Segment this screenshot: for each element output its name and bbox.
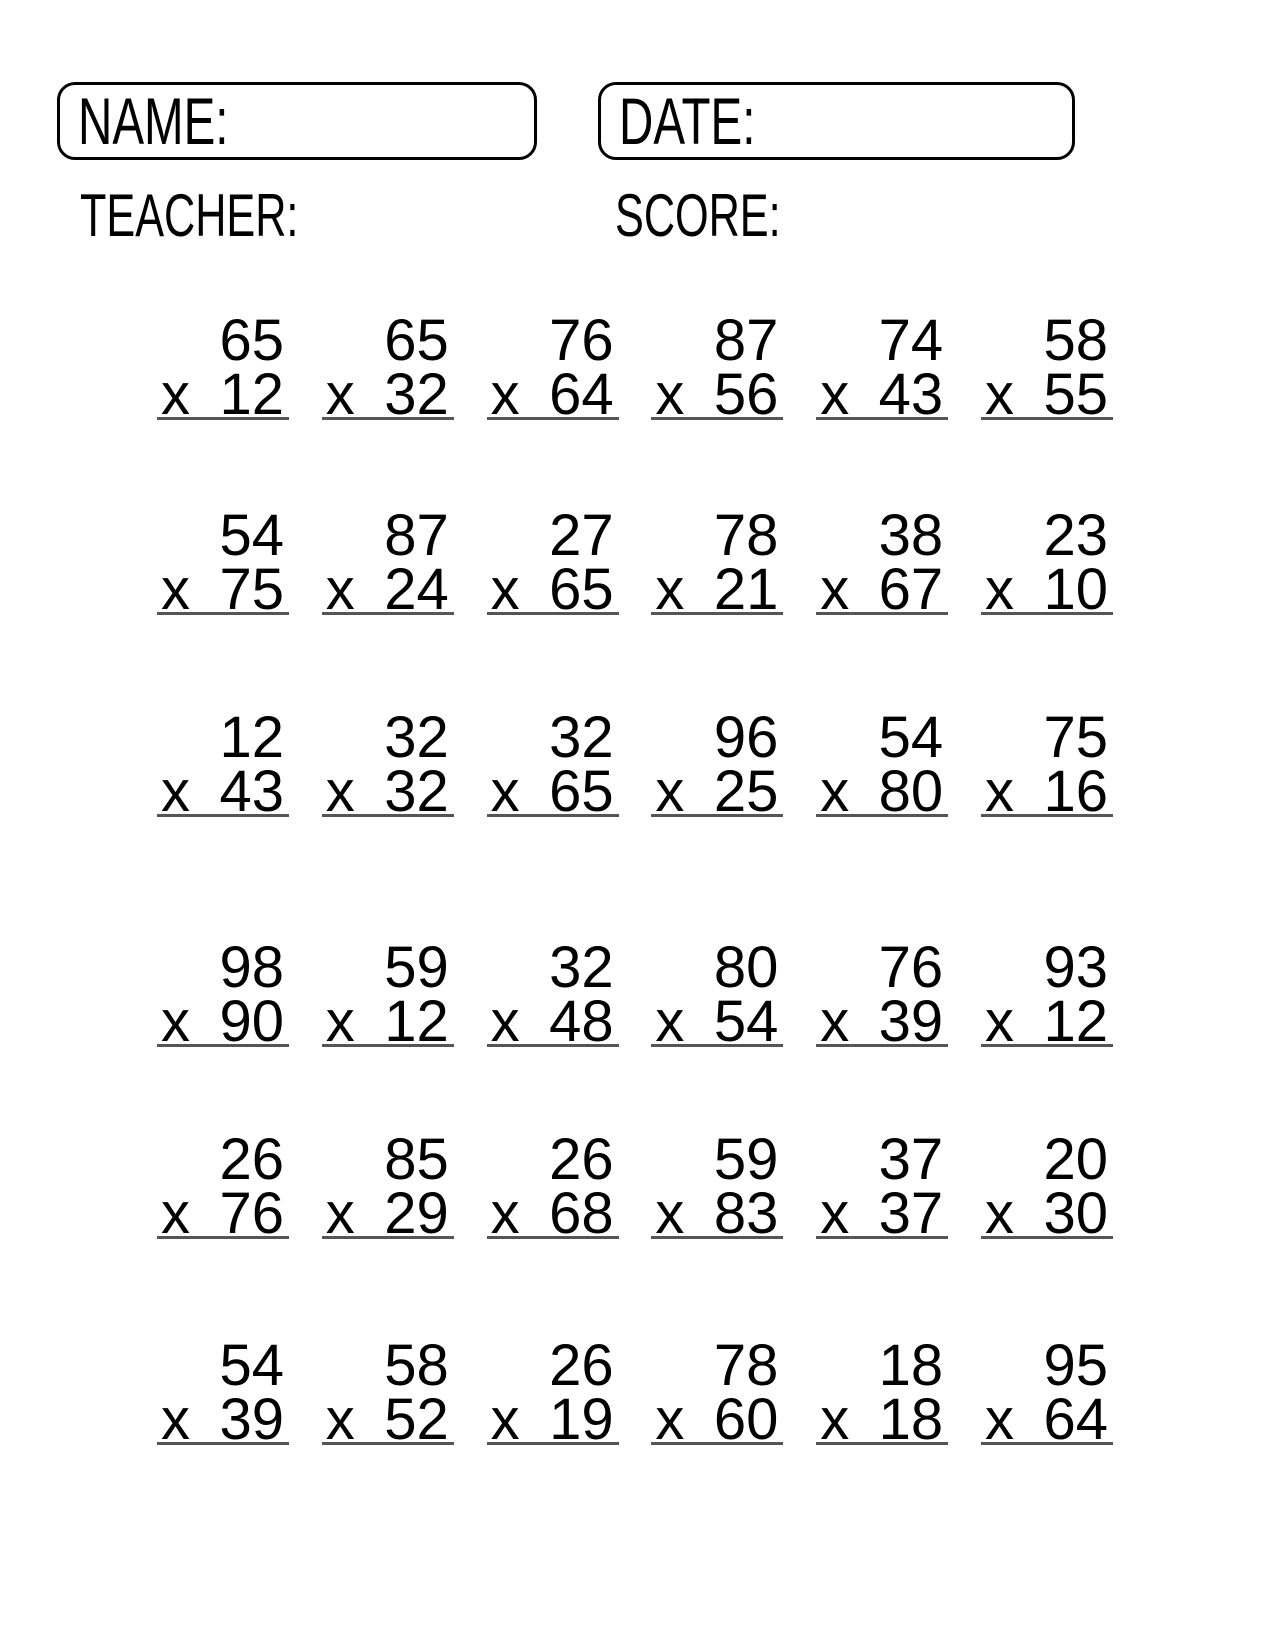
multiplier: 75 [219,557,284,622]
multiplication-problem [981,935,1113,1054]
multiply-operator: x [655,989,685,1054]
multiply-operator: x [325,759,355,824]
multiply-operator: x [655,1181,685,1246]
problem-bottom-line [322,1387,454,1452]
multiplier: 39 [219,1387,284,1452]
multiplier: 67 [878,557,944,622]
multiplier: 39 [878,989,944,1054]
problem-bottom-line [816,362,948,427]
multiply-operator: x [820,989,850,1054]
multiply-operator: x [490,1387,520,1452]
problem-bottom-line [816,557,948,622]
multiplication-problem [157,308,289,427]
multiplication-problem [322,503,454,622]
multiplication-problem [157,935,289,1054]
multiplication-problem [816,705,948,824]
multiplier: 24 [384,557,449,622]
multiplication-problem [322,935,454,1054]
problem-bottom-line [816,1387,948,1452]
multiplicand: 87 [384,503,449,568]
multiplication-problem [322,1127,454,1246]
multiplicand: 76 [878,935,944,1000]
multiplicand: 32 [384,705,449,770]
problem-bottom-line [157,362,289,427]
multiplier: 12 [219,362,284,427]
score-label: SCORE: [615,182,781,249]
multiplication-problem [487,935,619,1054]
multiplier: 60 [713,1387,779,1452]
multiply-operator: x [490,989,520,1054]
multiplier: 21 [713,557,779,622]
multiplier: 64 [1043,1387,1108,1452]
problem-bottom-line [157,759,289,824]
multiplicand: 23 [1043,503,1108,568]
problem-bottom-line [981,1181,1113,1246]
multiplier: 32 [384,759,449,824]
problem-row [157,503,1113,622]
problem-bottom-line [651,1387,783,1452]
multiply-operator: x [325,1181,355,1246]
multiplicand: 78 [713,1333,779,1398]
multiplier: 29 [384,1181,449,1246]
multiplication-problem [981,308,1113,427]
multiplicand: 80 [713,935,779,1000]
multiplication-problem [157,1333,289,1452]
multiplicand: 26 [219,1127,284,1192]
problem-bottom-line [651,557,783,622]
problem-bottom-line [487,1387,619,1452]
multiply-operator: x [655,759,685,824]
multiply-operator: x [984,1181,1014,1246]
problem-bottom-line [487,989,619,1054]
problem-bottom-line [816,759,948,824]
multiply-operator: x [655,1387,685,1452]
multiplier: 18 [878,1387,944,1452]
multiplier: 68 [549,1181,614,1246]
multiplicand: 59 [713,1127,779,1192]
problem-bottom-line [322,759,454,824]
problem-bottom-line [157,989,289,1054]
multiply-operator: x [161,989,190,1054]
multiplication-problem [322,705,454,824]
multiplier: 55 [1043,362,1108,427]
multiplicand: 65 [219,308,284,373]
multiplier: 16 [1043,759,1108,824]
multiplication-problem [816,503,948,622]
multiplicand: 32 [549,935,614,1000]
multiply-operator: x [161,1387,190,1452]
problem-bottom-line [651,759,783,824]
multiply-operator: x [820,1387,850,1452]
multiplier: 65 [549,759,614,824]
multiply-operator: x [984,989,1014,1054]
multiplier: 12 [1043,989,1108,1054]
multiply-operator: x [161,1181,190,1246]
multiplication-problem [487,503,619,622]
multiply-operator: x [820,557,850,622]
multiplicand: 87 [713,308,779,373]
multiplication-problem [487,705,619,824]
multiplier: 32 [384,362,449,427]
multiplicand: 27 [549,503,614,568]
multiplicand: 65 [384,308,449,373]
problem-bottom-line [157,1387,289,1452]
problem-bottom-line [651,989,783,1054]
multiplication-problem [651,705,783,824]
problem-bottom-line [322,557,454,622]
multiplication-problem [322,308,454,427]
multiplicand: 58 [384,1333,449,1398]
multiplication-problem [651,1333,783,1452]
multiply-operator: x [984,759,1014,824]
multiplicand: 76 [549,308,614,373]
multiply-operator: x [655,557,685,622]
multiplication-problem [981,1333,1113,1452]
multiplication-problem [651,935,783,1054]
multiply-operator: x [325,1387,355,1452]
multiply-operator: x [655,362,685,427]
multiplication-problem [651,503,783,622]
multiply-operator: x [325,989,355,1054]
multiplicand: 54 [219,503,284,568]
multiply-operator: x [820,362,850,427]
multiply-operator: x [984,362,1014,427]
multiplicand: 18 [878,1333,944,1398]
multiplication-problem [816,1333,948,1452]
name-label: NAME: [78,84,229,158]
date-label: DATE: [619,84,756,158]
multiplication-problem [487,1333,619,1452]
problem-row [157,935,1113,1054]
multiplicand: 54 [878,705,944,770]
problem-bottom-line [981,557,1113,622]
multiply-operator: x [325,557,355,622]
multiplicand: 85 [384,1127,449,1192]
multiplication-problem [981,503,1113,622]
multiply-operator: x [820,1181,850,1246]
problem-bottom-line [981,1387,1113,1452]
problem-bottom-line [981,989,1113,1054]
multiplier: 30 [1043,1181,1108,1246]
multiplicand: 78 [713,503,779,568]
multiplication-problem [651,308,783,427]
multiply-operator: x [490,759,520,824]
multiplier: 10 [1043,557,1108,622]
problem-bottom-line [322,362,454,427]
multiplication-problem [157,705,289,824]
multiply-operator: x [490,557,520,622]
multiplication-problem [487,1127,619,1246]
multiplicand: 74 [878,308,944,373]
name-box [57,82,537,160]
multiplication-problem [157,1127,289,1246]
problem-bottom-line [322,1181,454,1246]
problem-row [157,1333,1113,1452]
multiplicand: 32 [549,705,614,770]
problem-bottom-line [487,362,619,427]
multiplication-problem [322,1333,454,1452]
multiplicand: 20 [1043,1127,1108,1192]
multiplicand: 93 [1043,935,1108,1000]
multiplicand: 58 [1043,308,1108,373]
multiply-operator: x [984,1387,1014,1452]
problem-bottom-line [981,362,1113,427]
multiplicand: 38 [878,503,944,568]
multiplier: 64 [549,362,614,427]
multiplication-problem [981,1127,1113,1246]
multiplication-problem [157,503,289,622]
problem-bottom-line [322,989,454,1054]
multiply-operator: x [161,759,190,824]
problem-bottom-line [816,989,948,1054]
multiply-operator: x [161,362,190,427]
problem-bottom-line [487,1181,619,1246]
multiplicand: 26 [549,1127,614,1192]
multiplicand: 95 [1043,1333,1108,1398]
problem-bottom-line [981,759,1113,824]
multiplier: 43 [878,362,944,427]
multiplication-problem [981,705,1113,824]
multiplication-problem [816,935,948,1054]
multiplier: 83 [713,1181,779,1246]
multiplication-problem [651,1127,783,1246]
multiplicand: 96 [713,705,779,770]
multiplier: 65 [549,557,614,622]
multiplication-problem [816,308,948,427]
multiplicand: 59 [384,935,449,1000]
multiplicand: 26 [549,1333,614,1398]
problem-row [157,308,1113,427]
multiply-operator: x [820,759,850,824]
multiplier: 12 [384,989,449,1054]
multiplicand: 54 [219,1333,284,1398]
multiplicand: 75 [1043,705,1108,770]
problem-bottom-line [651,1181,783,1246]
problem-bottom-line [816,1181,948,1246]
multiply-operator: x [490,1181,520,1246]
multiplier: 54 [713,989,779,1054]
multiplicand: 37 [878,1127,944,1192]
problem-bottom-line [487,557,619,622]
multiplier: 56 [713,362,779,427]
multiply-operator: x [325,362,355,427]
multiplier: 25 [713,759,779,824]
problem-bottom-line [487,759,619,824]
multiply-operator: x [984,557,1014,622]
multiplier: 76 [219,1181,284,1246]
multiplication-problem [816,1127,948,1246]
multiplier: 52 [384,1387,449,1452]
problem-row [157,705,1113,824]
multiplier: 48 [549,989,614,1054]
problem-bottom-line [157,1181,289,1246]
date-box [598,82,1075,160]
problem-row [157,1127,1113,1246]
multiplier: 19 [549,1387,614,1452]
multiplier: 90 [219,989,284,1054]
problem-bottom-line [157,557,289,622]
multiplication-problem [487,308,619,427]
multiplicand: 98 [219,935,284,1000]
multiply-operator: x [161,557,190,622]
multiplier: 43 [219,759,284,824]
problem-bottom-line [651,362,783,427]
multiplier: 37 [878,1181,944,1246]
multiplier: 80 [878,759,944,824]
teacher-label: TEACHER: [80,182,299,249]
multiplicand: 12 [219,705,284,770]
multiply-operator: x [490,362,520,427]
